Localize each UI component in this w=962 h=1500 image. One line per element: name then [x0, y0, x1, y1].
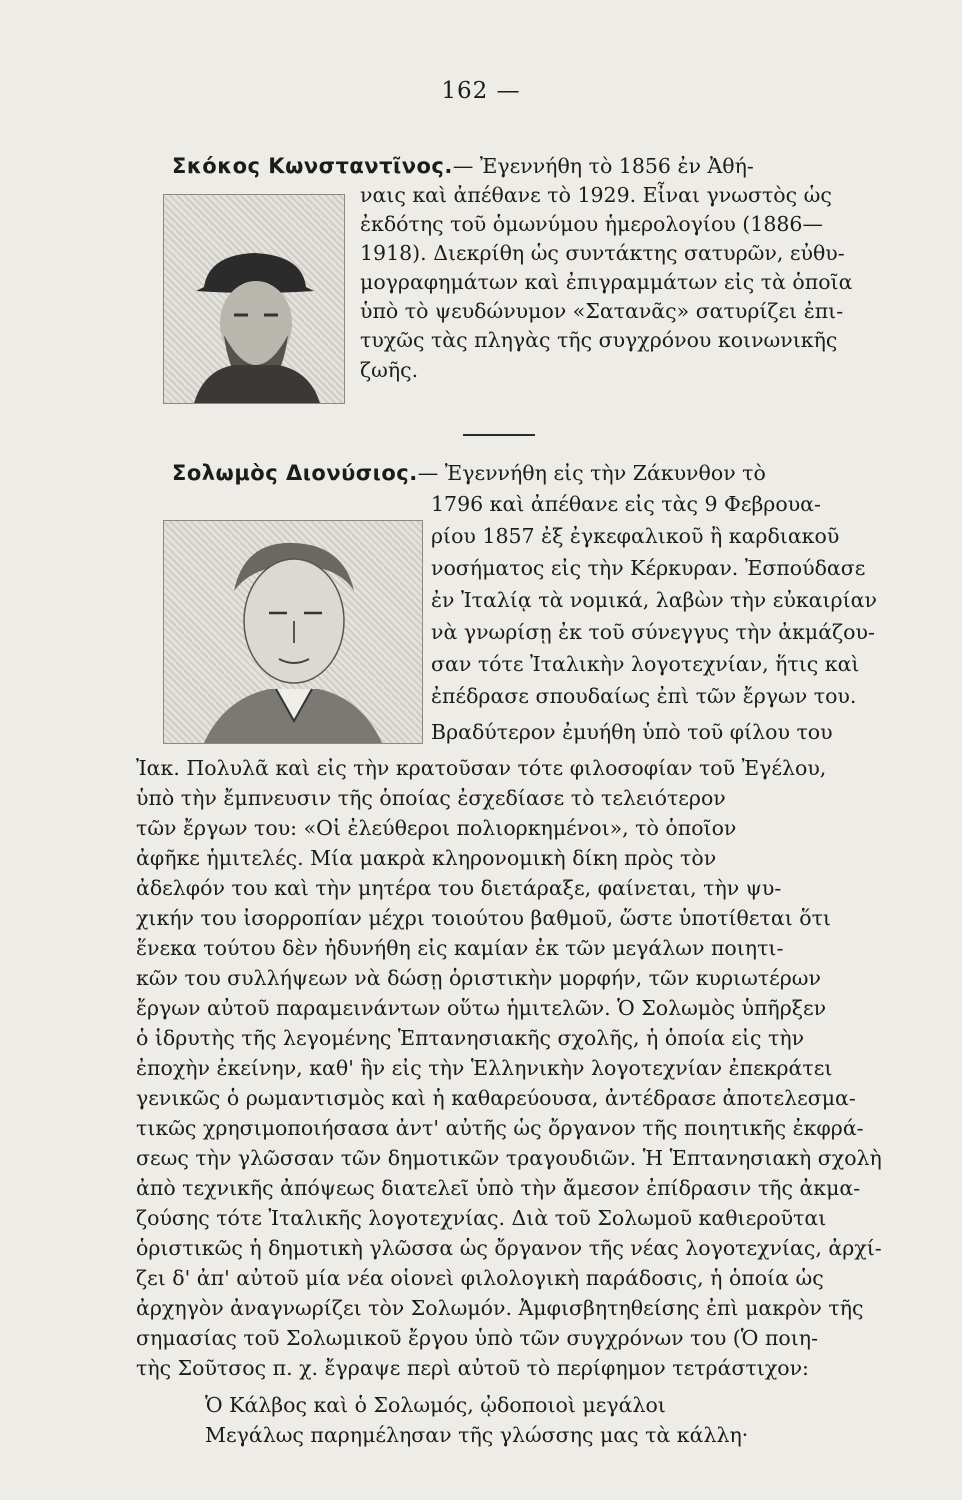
body-line-6: ἕνεκα τούτου δὲν ἠδυνήθη εἰς καμίαν ἐκ τῶν μεγάλων ποιητι-	[136, 936, 784, 960]
entry2-line-3: νοσήματος εἰς τὴν Κέρκυραν. Ἐσπούδασε	[431, 556, 866, 580]
entry2-line-6: σαν τότε Ἰταλικὴν λογοτεχνίαν, ἥτις καὶ	[431, 652, 860, 676]
entry2-line-1: 1796 καὶ ἀπέθανε εἰς τὰς 9 Φεβρουα-	[431, 492, 821, 516]
entry1-first-line	[172, 156, 754, 177]
entry1-line-7: ζωῆς.	[360, 358, 419, 382]
portrait-solomos	[163, 520, 423, 744]
body-line-18: ἀρχηγὸν ἀναγνωρίζει τὸν Σολωμόν. Ἀμφισβητηθείσης ἐπὶ μακρὸν τῆς	[136, 1296, 864, 1320]
entry2-line-2: ρίου 1857 ἐξ ἐγκεφαλικοῦ ἢ καρδιακοῦ	[431, 524, 840, 548]
entry1-line-0: Ἐγεννήθη τὸ 1856 ἐν Ἀθή-	[479, 154, 754, 178]
body-line-4: ἀδελφόν του καὶ τὴν μητέρα του διετάραξε, φαίνεται, τὴν ψυ-	[136, 876, 782, 900]
entry1-heading: Σκόκος Κωνσταντῖνος.	[172, 154, 453, 178]
body-line-9: ὁ ἱδρυτὴς τῆς λεγομένης Ἑπτανησιακῆς σχολῆς, ἡ ὁποία εἰς τὴν	[136, 1026, 805, 1050]
entry2-line-5: νὰ γνωρίσῃ ἐκ τοῦ σύνεγγυς τὴν ἀκμάζου-	[431, 620, 875, 644]
body-line-7: κῶν του συλλήψεων νὰ δώσῃ ὁριστικὴν μορφήν, τῶν κυριωτέρων	[136, 966, 821, 990]
entry1-line-6: τυχῶς τὰς πληγὰς τῆς συγχρόνου κοινωνικῆς	[360, 328, 838, 352]
body-line-16: ὁριστικῶς ἡ δημοτικὴ γλῶσσα ὡς ὄργανον τῆς νέας λογοτεχνίας, ἀρχί-	[136, 1236, 882, 1260]
page-number: 162 —	[441, 78, 521, 104]
body-line-2: τῶν ἔργων του: «Οἱ ἐλεύθεροι πολιορκημένοι», τὸ ὁποῖον	[136, 816, 737, 840]
body-line-13: σεως τὴν γλῶσσαν τῶν δημοτικῶν τραγουδιῶν. Ἡ Ἑπτανησιακὴ σχολὴ	[136, 1146, 882, 1170]
entry2-line-8: Βραδύτερον ἐμυήθη ὑπὸ τοῦ φίλου του	[431, 720, 833, 744]
entry1-dash: —	[452, 154, 474, 178]
body-line-17: ζει δ' ἀπ' αὐτοῦ μία νέα οἱονεὶ φιλολογικὴ παράδοσις, ἡ ὁποία ὡς	[136, 1266, 824, 1290]
portrait-skokos	[163, 194, 345, 404]
entry2-dash: —	[417, 461, 439, 485]
portrait-skokos-drawing	[164, 195, 344, 403]
entry2-heading: Σολωμὸς Διονύσιος.	[172, 461, 418, 485]
entry2-line-0: Ἐγεννήθη εἰς τὴν Ζάκυνθον τὸ	[444, 461, 766, 485]
body-line-11: γενικῶς ὁ ρωμαντισμὸς καὶ ἡ καθαρεύουσα, ἀντέδρασε ἀποτελεσμα-	[136, 1086, 856, 1110]
body-line-8: ἔργων αὐτοῦ παραμεινάντων οὕτω ἡμιτελῶν. Ὁ Σολωμὸς ὑπῆρξεν	[136, 996, 827, 1020]
entry1-line-1: ναις καὶ ἀπέθανε τὸ 1929. Εἶναι γνωστὸς ὡς	[360, 183, 832, 207]
entry1-line-5: ὑπὸ τὸ ψευδώνυμον «Σατανᾶς» σατυρίζει ἐπι-	[360, 299, 844, 323]
verse-line-1: Μεγάλως παρημέλησαν τῆς γλώσσης μας τὰ κάλλη·	[205, 1423, 749, 1447]
body-line-0: Ἰακ. Πολυλᾶ καὶ εἰς τὴν κρατοῦσαν τότε φιλοσοφίαν τοῦ Ἐγέλου,	[136, 756, 827, 780]
entry2-line-7: ἐπέδρασε σπουδαίως ἐπὶ τῶν ἔργων του.	[431, 684, 857, 708]
body-line-12: τικῶς χρησιμοποιήσασα ἀντ' αὐτῆς ὡς ὄργανον τῆς ποιητικῆς ἐκφρά-	[136, 1116, 864, 1140]
body-line-5: χικήν του ἰσορροπίαν μέχρι τοιούτου βαθμοῦ, ὥστε ὑποτίθεται ὅτι	[136, 906, 831, 930]
body-line-10: ἐποχὴν ἐκείνην, καθ' ἣν εἰς τὴν Ἑλληνικὴν λογοτεχνίαν ἐπεκράτει	[136, 1056, 833, 1080]
body-line-19: σημασίας τοῦ Σολωμικοῦ ἔργου ὑπὸ τῶν συγχρόνων του (Ὁ ποιη-	[136, 1326, 819, 1350]
portrait-solomos-drawing	[164, 521, 422, 743]
entry1-line-4: μογραφημάτων καὶ ἐπιγραμμάτων εἰς τὰ ὁποῖα	[360, 270, 853, 294]
section-divider	[463, 434, 535, 436]
body-line-14: ἀπὸ τεχνικῆς ἀπόψεως διατελεῖ ὑπὸ τὴν ἄμεσον ἐπίδρασιν τῆς ἀκμα-	[136, 1176, 861, 1200]
body-line-1: ὑπὸ τὴν ἔμπνευσιν τῆς ὁποίας ἐσχεδίασε τὸ τελειότερον	[136, 786, 726, 810]
entry1-line-3: 1918). Διεκρίθη ὡς συντάκτης σατυρῶν, εὐθυ-	[360, 241, 845, 265]
body-line-15: ζούσης τότε Ἰταλικῆς λογοτεχνίας. Διὰ τοῦ Σολωμοῦ καθιεροῦται	[136, 1206, 827, 1230]
entry2-line-4: ἐν Ἰταλίᾳ τὰ νομικά, λαβὼν τὴν εὐκαιρίαν	[431, 588, 877, 612]
entry2-first-line	[172, 463, 766, 484]
body-line-3: ἀφῆκε ἡμιτελές. Μία μακρὰ κληρονομικὴ δίκη πρὸς τὸν	[136, 846, 717, 870]
body-line-20: τὴς Σοῦτσος π. χ. ἔγραψε περὶ αὐτοῦ τὸ περίφημον τετράστιχον:	[136, 1356, 809, 1380]
entry1-line-2: ἐκδότης τοῦ ὁμωνύμου ἡμερολογίου (1886—	[360, 212, 823, 236]
verse-line-0: Ὁ Κάλβος καὶ ὁ Σολωμός, ᾠδοποιοὶ μεγάλοι	[205, 1393, 666, 1417]
